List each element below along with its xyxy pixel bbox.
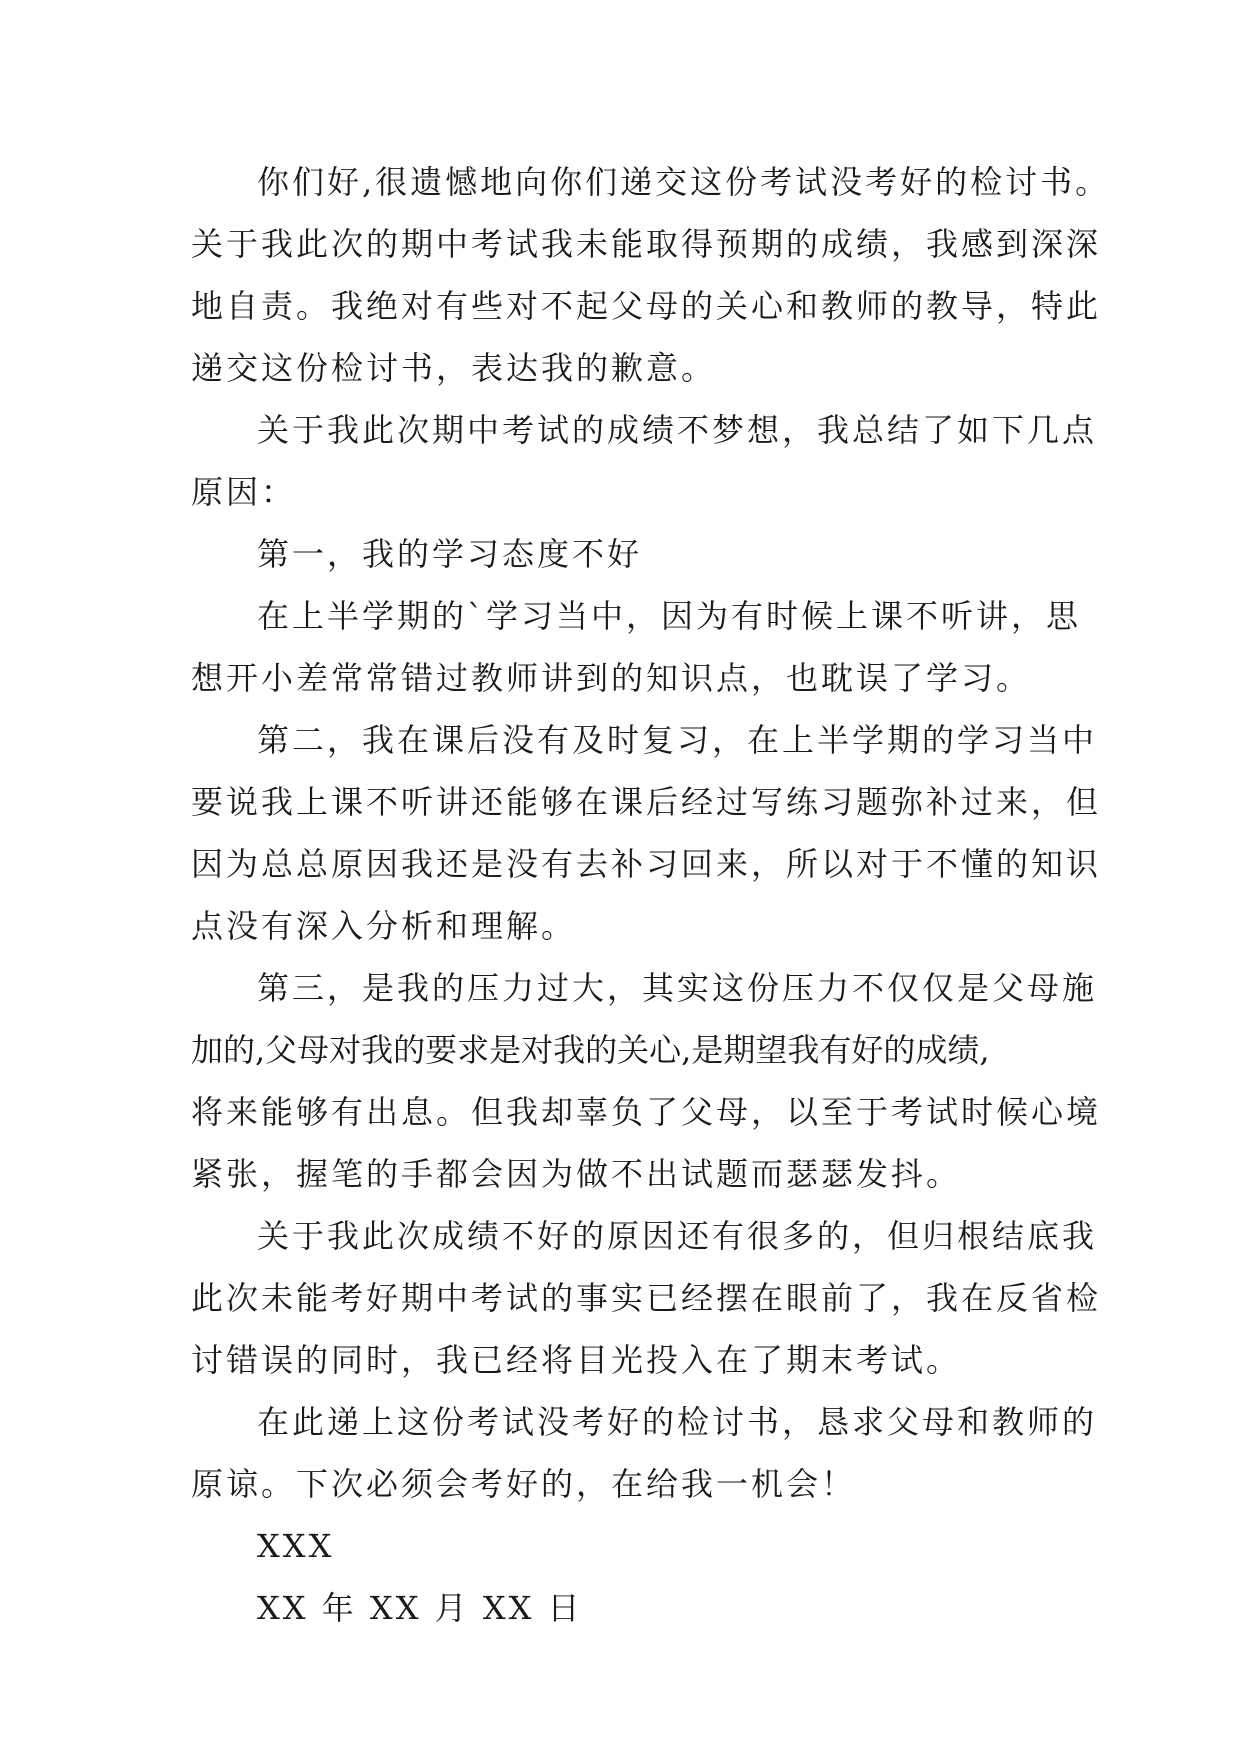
reason-two-line-2: 要说我上课不听讲还能够在课后经过写练习题弥补过来，但 — [191, 783, 1102, 821]
paragraph-closing-line-2: 原谅。下次必须会考好的，在给我一机会！ — [191, 1465, 857, 1503]
signature-name: XXX — [257, 1527, 335, 1565]
paragraph-greeting-line-3: 地自责。我绝对有些对不起父母的关心和教师的教导，特此 — [191, 287, 1102, 325]
paragraph-summary-line-1: 关于我此次成绩不好的原因还有很多的，但归根结底我 — [257, 1217, 1098, 1255]
reason-three-line-3: 将来能够有出息。但我却辜负了父母，以至于考试时候心境 — [191, 1093, 1102, 1131]
paragraph-summary-line-2: 此次未能考好期中考试的事实已经摆在眼前了，我在反省检 — [191, 1279, 1102, 1317]
reason-one-line-1: 在上半学期的`学习当中，因为有时候上课不听讲，思 — [257, 597, 1082, 635]
paragraph-greeting-line-4: 递交这份检讨书，表达我的歉意。 — [191, 349, 717, 387]
signature-date: XX 年 XX 月 XX 日 — [257, 1589, 583, 1627]
paragraph-summary-line-3: 讨错误的同时，我已经将目光投入在了期末考试。 — [191, 1341, 962, 1379]
reason-three-line-1: 第三，是我的压力过大，其实这份压力不仅仅是父母施 — [257, 969, 1098, 1007]
reason-three-line-2: 加的,父母对我的要求是对我的关心,是期望我有好的成绩, — [191, 1031, 990, 1069]
paragraph-reasons-intro-line-2: 原因： — [191, 473, 297, 511]
paragraph-greeting-line-2: 关于我此次的期中考试我未能取得预期的成绩，我感到深深 — [191, 225, 1102, 263]
reason-two-line-1: 第二，我在课后没有及时复习，在上半学期的学习当中 — [257, 721, 1098, 759]
reason-three-line-4: 紧张，握笔的手都会因为做不出试题而瑟瑟发抖。 — [191, 1155, 962, 1193]
reason-two-line-4: 点没有深入分析和理解。 — [191, 907, 577, 945]
paragraph-closing-line-1: 在此递上这份考试没考好的检讨书，恳求父母和教师的 — [257, 1403, 1098, 1441]
reason-two-line-3: 因为总总原因我还是没有去补习回来，所以对于不懂的知识 — [191, 845, 1102, 883]
paragraph-reasons-intro-line-1: 关于我此次期中考试的成绩不梦想，我总结了如下几点 — [257, 411, 1098, 449]
paragraph-greeting-line-1: 你们好,很遗憾地向你们递交这份考试没考好的检讨书。 — [257, 163, 1111, 201]
reason-one-heading: 第一，我的学习态度不好 — [257, 535, 643, 573]
reason-one-line-2: 想开小差常常错过教师讲到的知识点，也耽误了学习。 — [191, 659, 1032, 697]
